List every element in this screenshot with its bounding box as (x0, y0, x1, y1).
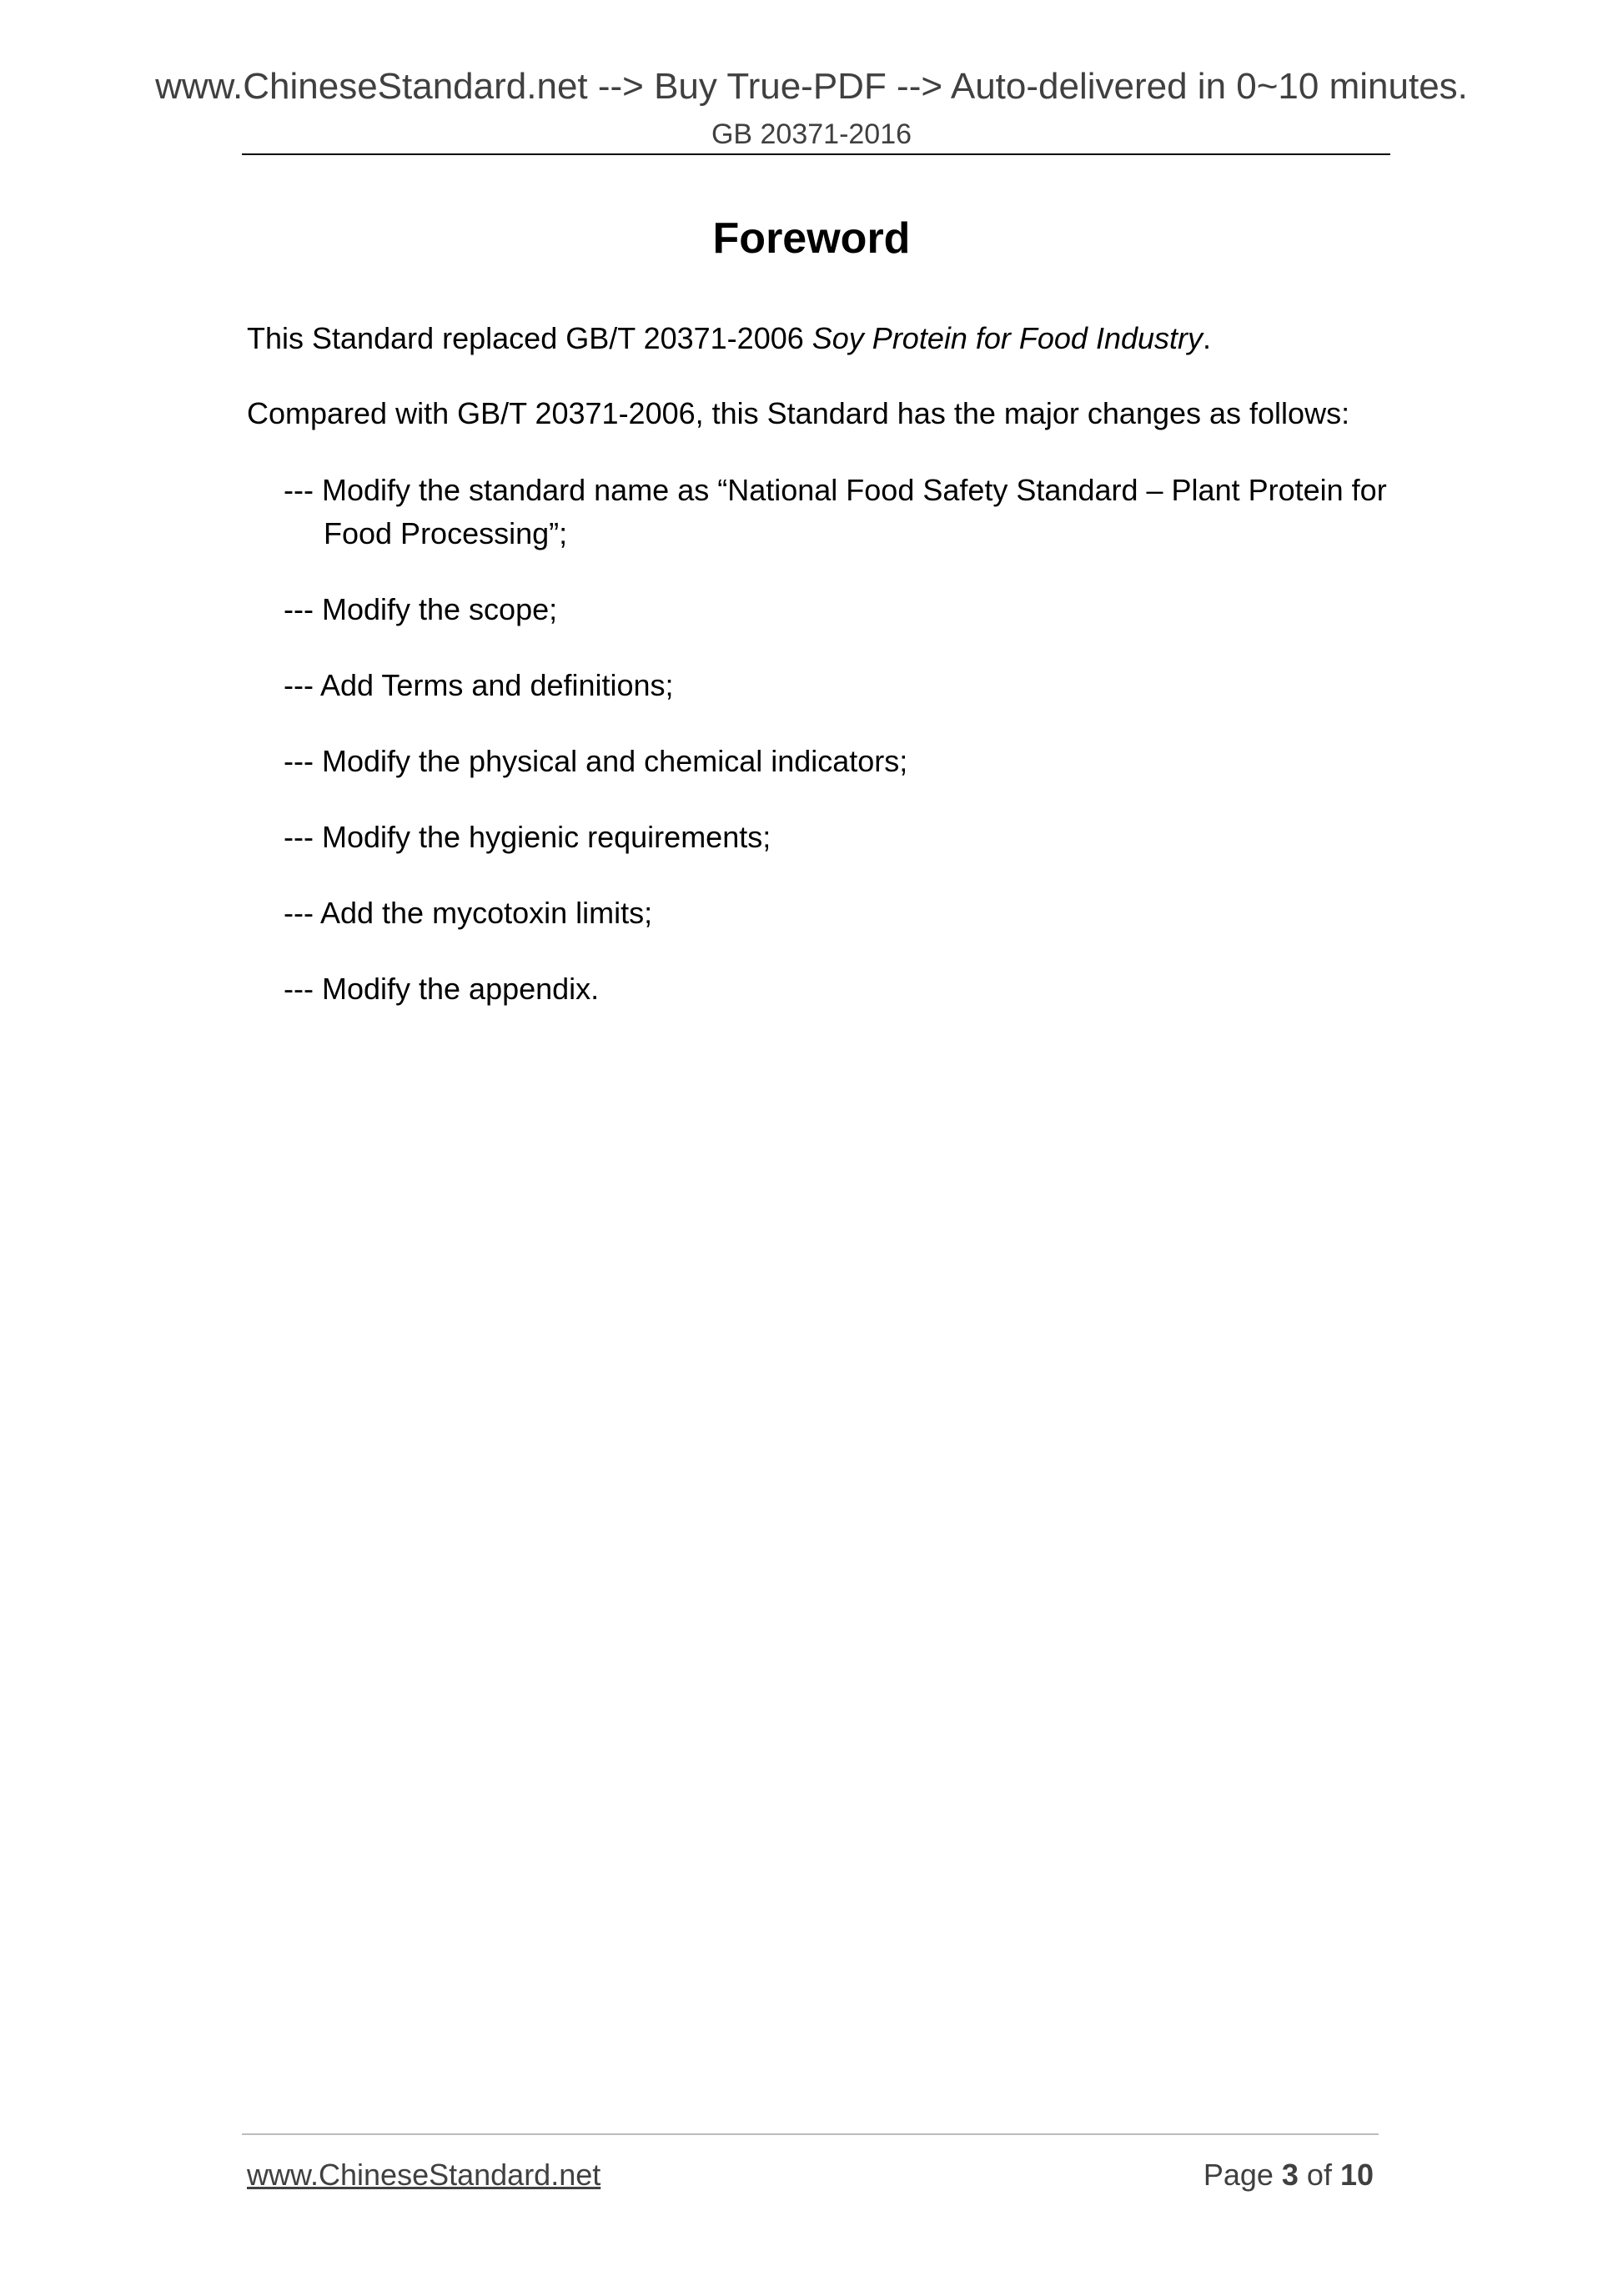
page-of-label: of (1298, 2158, 1340, 2192)
changes-intro-paragraph: Compared with GB/T 20371-2006, this Standard has the major changes as follows: (247, 396, 1350, 430)
list-item: --- Modify the scope; (284, 592, 558, 626)
header-banner: www.ChineseStandard.net --> Buy True-PDF --> Auto-delivered in 0~10 minutes. (155, 66, 1468, 107)
current-page: 3 (1281, 2158, 1299, 2192)
total-pages: 10 (1339, 2158, 1374, 2192)
list-item: --- Modify the hygienic requirements; (284, 820, 771, 854)
list-item: --- Modify the standard name as “National Food Safety Standard – Plant Protein for Food Processing”; (284, 473, 1387, 550)
document-number: GB 20371-2016 (711, 118, 912, 150)
replacement-period: . (1203, 321, 1212, 355)
list-item: --- Modify the appendix. (284, 972, 600, 1006)
changes-list (284, 469, 1401, 1043)
list-item: --- Add Terms and definitions; (284, 668, 674, 702)
page-number (1203, 2157, 1374, 2193)
footer-website-link[interactable]: www.ChineseStandard.net (247, 2158, 601, 2192)
replaced-standard-title: Soy Protein for Food Industry (812, 321, 1203, 355)
replacement-text: This Standard replaced GB/T 20371-2006 (247, 321, 812, 355)
list-item: --- Modify the physical and chemical indicators; (284, 744, 908, 778)
replacement-paragraph (247, 317, 1211, 360)
page-label: Page (1203, 2158, 1282, 2192)
list-item: --- Add the mycotoxin limits; (284, 896, 653, 930)
footer-divider (242, 2133, 1379, 2135)
header-divider (242, 153, 1390, 155)
page-title: Foreword (712, 214, 911, 263)
